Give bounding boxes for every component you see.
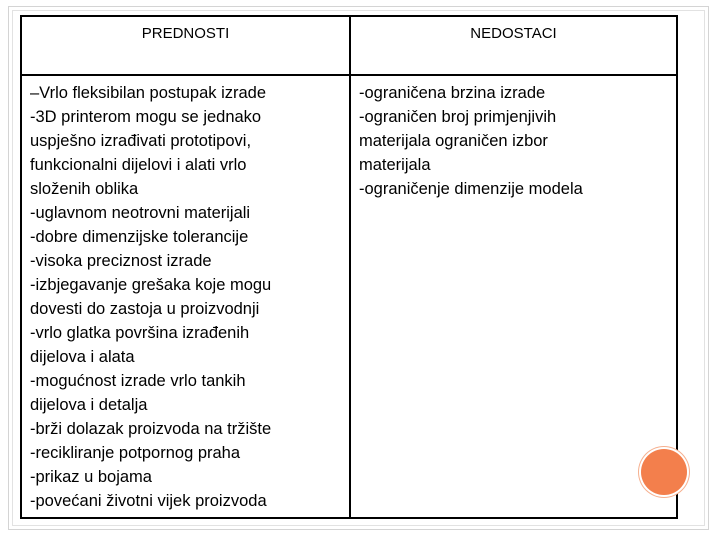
- disadvantage-line: materijala ograničen izbor: [359, 132, 548, 150]
- table-body-row: [21, 75, 677, 518]
- disadvantage-line: -ograničenje dimenzije modela: [359, 180, 583, 198]
- advantage-line: dijelova i detalja: [30, 396, 148, 414]
- advantage-line: -visoka preciznost izrade: [30, 252, 212, 270]
- advantage-line: -izbjegavanje grešaka koje mogu: [30, 276, 272, 294]
- comparison-table: [20, 15, 678, 519]
- disadvantage-line: -ograničen broj primjenjivih: [359, 108, 557, 126]
- advantage-line: -prikaz u bojama: [30, 468, 152, 486]
- table-header-row: [21, 16, 677, 75]
- advantage-line: -brži dolazak proizvoda na tržište: [30, 420, 272, 438]
- advantage-line: –Vrlo fleksibilan postupak izrade: [30, 84, 267, 102]
- advantage-line: -dobre dimenzijske tolerancije: [30, 228, 249, 246]
- advantage-line: -povećani životni vijek proizvoda: [30, 492, 267, 510]
- advantage-line: funkcionalni dijelovi i alati vrlo: [30, 156, 247, 174]
- advantage-line: -recikliranje potpornog praha: [30, 444, 241, 462]
- advantage-line: složenih oblika: [30, 180, 139, 198]
- advantage-line: -vrlo glatka površina izrađenih: [30, 324, 250, 342]
- advantage-line: -uglavnom neotrovni materijali: [30, 204, 251, 222]
- advantage-line: dovesti do zastoja u proizvodnji: [30, 300, 260, 318]
- header-advantages: PREDNOSTI: [21, 16, 350, 75]
- header-disadvantages: NEDOSTACI: [350, 16, 677, 75]
- advantages-cell: [21, 75, 350, 518]
- disadvantage-line: -ograničena brzina izrade: [359, 84, 546, 102]
- advantage-line: -3D printerom mogu se jednako: [30, 108, 262, 126]
- advantage-line: dijelova i alata: [30, 348, 135, 366]
- disadvantages-cell: [350, 75, 677, 518]
- decorative-circle-icon: [641, 449, 687, 495]
- advantage-line: -mogućnost izrade vrlo tankih: [30, 372, 246, 390]
- advantage-line: uspješno izrađivati prototipovi,: [30, 132, 252, 150]
- disadvantage-line: materijala: [359, 156, 431, 174]
